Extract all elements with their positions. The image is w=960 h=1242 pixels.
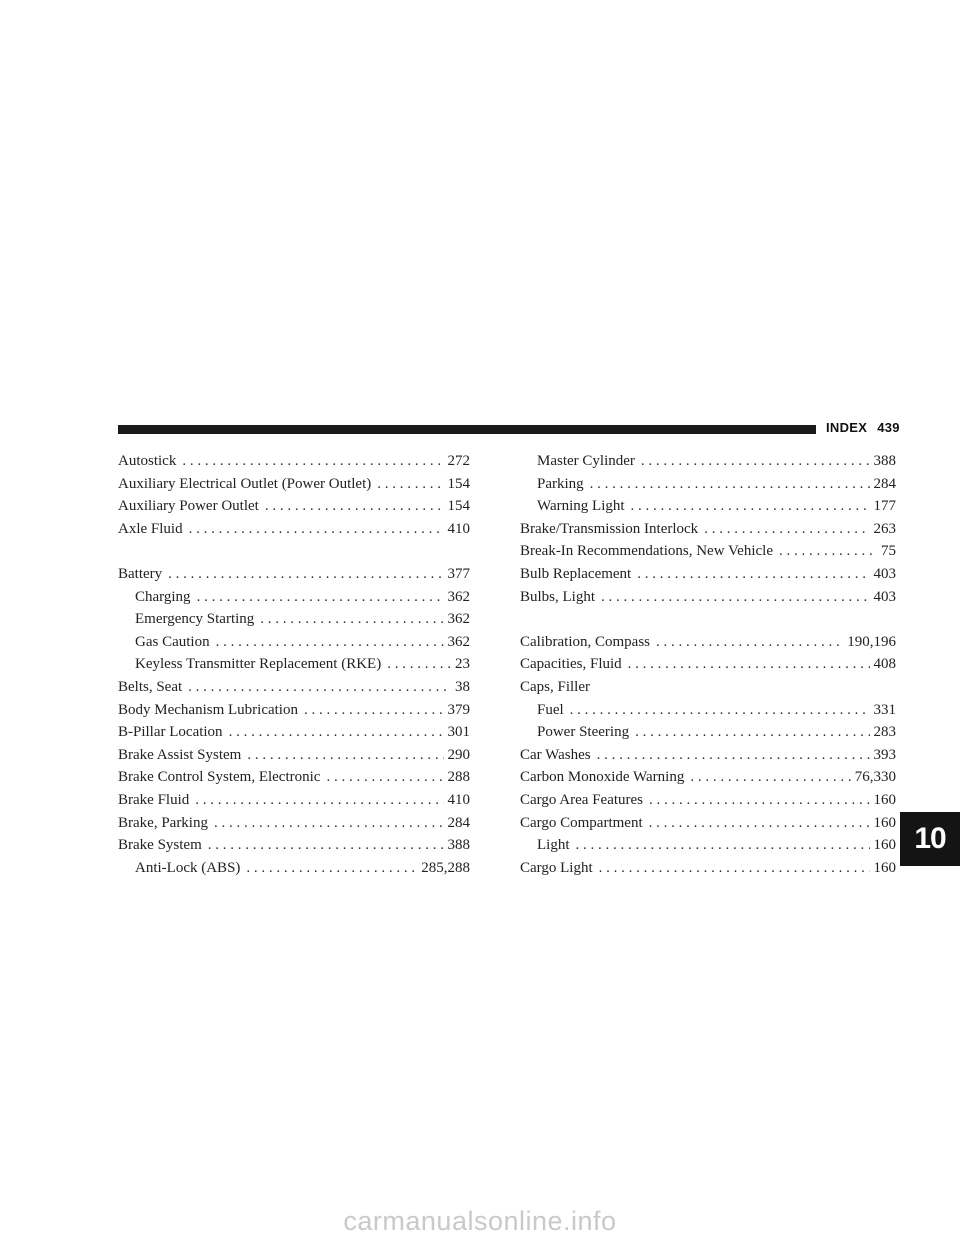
dot-leader — [214, 812, 444, 835]
entry-page: 377 — [447, 565, 470, 582]
entry-term: Warning Light — [537, 498, 625, 515]
dot-leader — [188, 676, 451, 699]
dot-leader — [197, 586, 444, 609]
entry-term: Body Mechanism Lubrication — [118, 701, 298, 718]
index-entry — [520, 450, 896, 473]
index-entry — [520, 676, 896, 699]
index-entry — [118, 812, 470, 835]
index-entry — [118, 563, 470, 586]
entry-term: Auxiliary Power Outlet — [118, 498, 259, 515]
index-entry — [118, 518, 470, 541]
entry-term: Auxiliary Electrical Outlet (Power Outlet) — [118, 475, 372, 492]
index-entry — [520, 495, 896, 518]
index-entry — [520, 563, 896, 586]
dot-leader — [597, 744, 870, 767]
entry-page: 393 — [873, 746, 896, 763]
header-rule — [118, 425, 816, 434]
entry-page: 23 — [455, 656, 470, 673]
index-entry — [118, 857, 470, 880]
entry-term: Bulb Replacement — [520, 565, 632, 582]
dot-leader — [601, 586, 869, 609]
entry-term: Parking — [537, 475, 584, 492]
dot-leader — [641, 450, 870, 473]
index-entry — [520, 857, 896, 880]
index-entry — [520, 653, 896, 676]
entry-page: 38 — [455, 678, 470, 695]
entry-page: 288 — [447, 769, 470, 786]
entry-term: Axle Fluid — [118, 520, 183, 537]
dot-leader — [656, 631, 843, 654]
dot-leader — [599, 857, 870, 880]
entry-term: Fuel — [537, 701, 564, 718]
index-entry — [118, 450, 470, 473]
dot-leader — [229, 721, 444, 744]
entry-gap — [118, 540, 470, 563]
index-entry — [118, 608, 470, 631]
entry-term: Brake System — [118, 837, 202, 854]
entry-page: 190,196 — [847, 633, 896, 650]
entry-page: 154 — [447, 498, 470, 515]
dot-leader — [779, 540, 877, 563]
entry-page: 388 — [447, 837, 470, 854]
entry-term: Anti-Lock (ABS) — [135, 859, 241, 876]
entry-term: Brake Control System, Electronic — [118, 769, 321, 786]
entry-page: 408 — [873, 656, 896, 673]
index-entry — [520, 834, 896, 857]
dot-leader — [189, 518, 444, 541]
entry-page: 290 — [447, 746, 470, 763]
entry-term: B-Pillar Location — [118, 724, 223, 741]
index-entry — [118, 586, 470, 609]
dot-leader — [265, 495, 444, 518]
entry-term: Battery — [118, 565, 163, 582]
dot-leader — [628, 653, 870, 676]
dot-leader — [326, 766, 443, 789]
index-entry — [520, 631, 896, 654]
dot-leader — [631, 495, 870, 518]
index-entry — [520, 586, 896, 609]
index-column-right — [520, 450, 896, 879]
index-entry — [118, 834, 470, 857]
entry-page: 160 — [873, 859, 896, 876]
entry-term: Gas Caution — [135, 633, 210, 650]
entry-term: Capacities, Fluid — [520, 656, 622, 673]
entry-term: Master Cylinder — [537, 453, 635, 469]
watermark: carmanualsonline.info — [343, 1206, 617, 1236]
dot-leader — [649, 789, 869, 812]
dot-leader — [208, 834, 444, 857]
entry-gap — [520, 608, 896, 631]
index-entry — [520, 812, 896, 835]
entry-term: Autostick — [118, 453, 177, 469]
entry-page: 76,330 — [854, 769, 896, 786]
index-entry — [520, 766, 896, 789]
index-entry — [118, 473, 470, 496]
index-entry — [520, 744, 896, 767]
dot-leader — [195, 789, 443, 812]
dot-leader — [216, 631, 444, 654]
entry-page: 403 — [873, 565, 896, 582]
running-header — [826, 420, 900, 435]
index-entry — [520, 721, 896, 744]
index-entry — [520, 540, 896, 563]
entry-term: Bulbs, Light — [520, 588, 596, 605]
entry-page: 362 — [447, 633, 470, 650]
entry-page: 177 — [873, 498, 896, 515]
entry-page: 160 — [873, 791, 896, 808]
page-number: 439 — [877, 420, 900, 435]
entry-page: 154 — [447, 475, 470, 492]
entry-term: Emergency Starting — [135, 611, 255, 628]
entry-page: 75 — [881, 543, 896, 560]
entry-page: 284 — [447, 814, 470, 831]
entry-term: Brake/Transmission Interlock — [520, 520, 699, 537]
index-entry — [118, 495, 470, 518]
dot-leader — [168, 563, 443, 586]
entry-term: Caps, Filler — [520, 678, 590, 695]
index-entry — [520, 518, 896, 541]
entry-term: Carbon Monoxide Warning — [520, 769, 685, 786]
entry-term: Cargo Compartment — [520, 814, 643, 831]
entry-page: 160 — [873, 837, 896, 854]
entry-term: Charging — [135, 588, 191, 605]
dot-leader — [247, 744, 443, 767]
entry-term: Belts, Seat — [118, 678, 183, 695]
entry-page: 263 — [873, 520, 896, 537]
index-entry — [520, 789, 896, 812]
entry-page: 283 — [873, 724, 896, 741]
entry-page: 410 — [447, 791, 470, 808]
dot-leader — [260, 608, 443, 631]
entry-page: 285,288 — [421, 859, 470, 876]
entry-term: Keyless Transmitter Replacement (RKE) — [135, 656, 382, 673]
entry-term: Brake Fluid — [118, 791, 190, 808]
index-column-left — [118, 450, 470, 879]
dot-leader — [576, 834, 870, 857]
entry-term: Light — [537, 837, 570, 854]
dot-leader — [246, 857, 417, 880]
index-entry — [520, 473, 896, 496]
entry-term: Car Washes — [520, 746, 591, 763]
dot-leader — [690, 766, 850, 789]
entry-page: 379 — [447, 701, 470, 718]
dot-leader — [387, 653, 451, 676]
dot-leader — [182, 450, 443, 473]
entry-page: 284 — [873, 475, 896, 492]
index-entry — [118, 721, 470, 744]
dot-leader — [704, 518, 869, 541]
dot-leader — [637, 563, 869, 586]
entry-term: Calibration, Compass — [520, 633, 650, 650]
chapter-tab: 10 — [900, 812, 960, 866]
section-title: INDEX — [826, 420, 868, 435]
index-entry — [118, 789, 470, 812]
dot-leader — [590, 473, 870, 496]
entry-term: Cargo Light — [520, 859, 593, 876]
entry-page: 272 — [447, 453, 470, 469]
index-entry — [118, 631, 470, 654]
entry-page: 388 — [873, 453, 896, 469]
entry-term: Cargo Area Features — [520, 791, 644, 808]
index-entry — [118, 676, 470, 699]
entry-term: Break-In Recommendations, New Vehicle — [520, 543, 773, 560]
index-entry — [118, 766, 470, 789]
entry-page: 403 — [873, 588, 896, 605]
index-entry — [118, 653, 470, 676]
entry-page: 362 — [447, 611, 470, 628]
dot-leader — [635, 721, 869, 744]
entry-page: 301 — [447, 724, 470, 741]
index-entry — [118, 744, 470, 767]
dot-leader — [377, 473, 443, 496]
dot-leader — [304, 699, 444, 722]
entry-term: Brake Assist System — [118, 746, 242, 763]
dot-leader — [570, 699, 870, 722]
index-entry — [520, 699, 896, 722]
entry-term: Power Steering — [537, 724, 630, 741]
entry-page: 410 — [447, 520, 470, 537]
entry-page: 160 — [873, 814, 896, 831]
entry-term: Brake, Parking — [118, 814, 208, 831]
dot-leader — [649, 812, 870, 835]
entry-page: 331 — [873, 701, 896, 718]
index-entry — [118, 699, 470, 722]
entry-page: 362 — [447, 588, 470, 605]
